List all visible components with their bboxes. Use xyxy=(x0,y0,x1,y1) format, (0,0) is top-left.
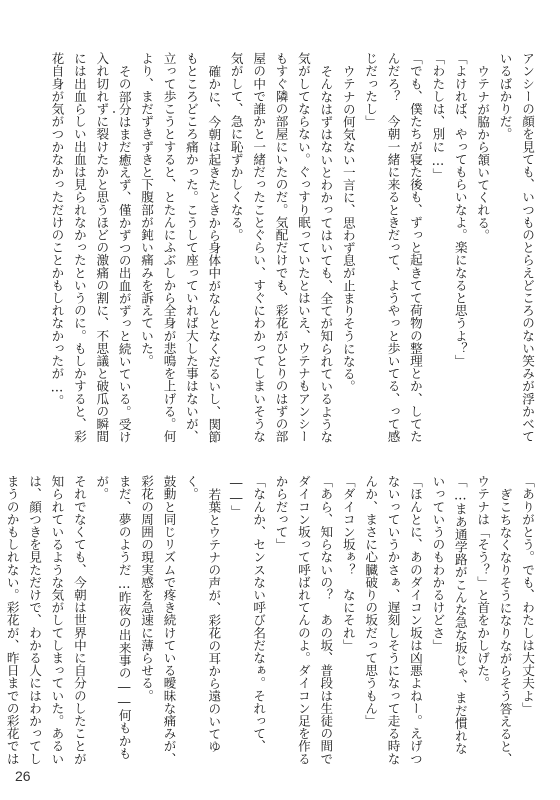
upper-dialogue: 「でも、僕たちが寝た後も、ずっと起きてて荷物の整理とか、してたんだろ？ 今朝一緒に来るときだって、ようやっと歩いてる、って感じだったし」 xyxy=(363,52,423,443)
lower-paragraph: 若葉とウテナの声が、彩花の耳から遠のいてゆく。 xyxy=(183,475,222,753)
lower-dialogue: 「なんか、センスない呼び名だなぁ。それって、――」 xyxy=(228,475,267,753)
lower-dialogue: 「ほんとに、あのダイコン坂は凶悪よねー。えげつないっていうかさぁ、遅刻しそうになって走る時なんか、まさに心臓破りの坂だって思うもん」 xyxy=(363,475,423,765)
lower-dialogue: 「ありがとう。でも、わたしは大丈夫よ」 xyxy=(520,475,535,715)
upper-paragraph: アンシーの顔を見ても、いつものとらえどころのない笑みが浮かべているばかりだ。 xyxy=(497,52,535,443)
upper-paragraph: ウテナの何気ない一言に、思わず息が止まりそうになる。 xyxy=(340,64,356,393)
upper-paragraph: 確かに、今朝は起きたときから身体中がなんとなくだるいし、関節もところどころ痛かった。こうして座っていれば大した事はないが、立って歩こうとすると、とたんにふぶしから全身が悲鳴を上げる。何より、まだずきずきと下腹部が鈍い痛みを訴えていた。 xyxy=(139,52,222,443)
upper-text-block xyxy=(18,52,538,452)
upper-paragraph: ウテナが脇から頷いてくれる。 xyxy=(475,64,491,241)
lower-paragraph: 鼓動と同じリズムで疼き続けている曖昧な痛みが、彩花の周囲の現実感を急速に薄らせる。 xyxy=(139,475,177,765)
lower-text-block xyxy=(4,475,538,765)
upper-paragraph: その部分はまだ癒えず、僅かずつの出血がずっと続いている。受け入れ切れずに裂けたかと思うほどの激痛の割に、不思議と破瓜の瞬間には出血らしい出血は見られなかったというのに。もしかすると、彩花自身が気がつかなかっただけのことかもしれなかったが…。 xyxy=(49,52,132,443)
page-number: 26 xyxy=(15,768,31,784)
lower-paragraph: それでなくても、今朝は世界中に自分のしたことが知られているような気がしてしまっていた。あるいは、顔つきを見ただけで、わかる人にはわかってしまうのかもしれない。彩花が、昨日までの彩花では xyxy=(4,475,87,765)
upper-paragraph: そんなはずはないとわかってはいても、全てが知られているような気がしてならない。ぐっすり眠っていたとはいえ、ウテナもアンシーもすぐ隣の部屋にいたのだ。気配だけでも、彩花がひとりのはずの部屋の中で誰かと一緒だったことぐらい、すぐにわかってしまいそうな気がして、急に恥ずかしくなる。 xyxy=(228,52,334,443)
lower-dialogue: 「あら、知らないの？ あの坂、普段は生徒の間でダイコン坂って呼ばれてんのよ。ダイコン足を作るからだって」 xyxy=(273,475,334,765)
lower-dialogue: 「ダイコン坂ぁ？ なにそれ」 xyxy=(340,475,356,652)
lower-paragraph: まだ、夢のようだ…昨夜の出来事の――何もかもが。 xyxy=(94,475,132,760)
scan-speck xyxy=(113,111,115,113)
upper-dialogue: 「よければ、やってもらいなよ。楽になると思うよ？」 xyxy=(452,52,468,367)
lower-dialogue: 「…まあ通学路がこんな急な坂じゃ、まだ慣れないっていうのもわかるけどさ」 xyxy=(430,475,468,755)
lower-paragraph: ぎこちなくなりそうになりながらそう答えると、ウテナは「そう？」と首をかしげた。 xyxy=(475,475,513,765)
upper-dialogue: 「わたしは、別に…」 xyxy=(430,52,446,181)
